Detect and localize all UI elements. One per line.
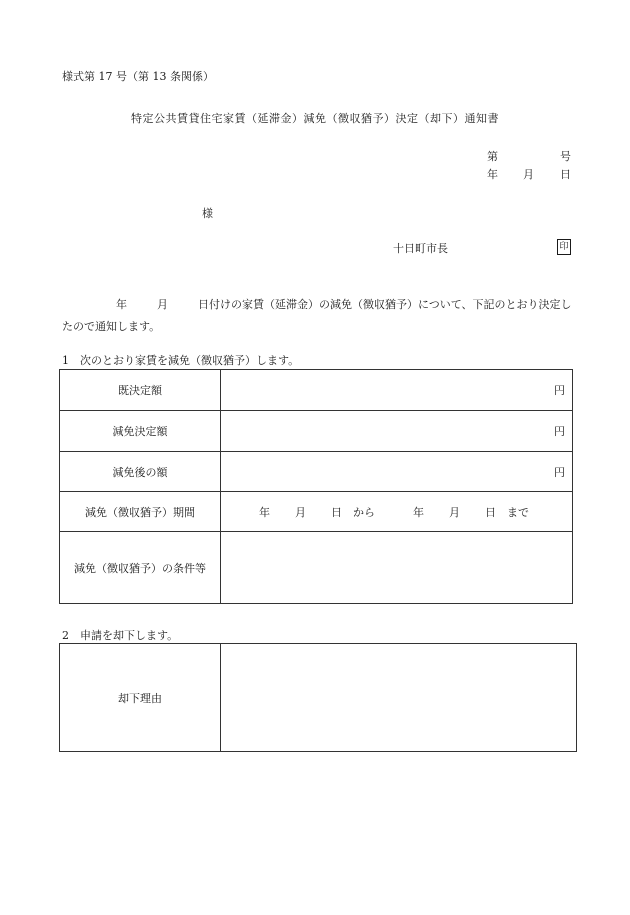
table-row	[60, 370, 573, 411]
period-end-month: 月	[449, 505, 460, 519]
document-number-label: 第	[487, 150, 498, 163]
rejection-reason-value[interactable]	[221, 644, 577, 752]
period-start-day: 日	[331, 505, 342, 519]
rejection-reason-label: 却下理由	[60, 644, 221, 752]
row-value-unit[interactable]: 円	[221, 370, 573, 411]
table-row	[60, 532, 573, 604]
conditions-label: 減免（徴収猶予）の条件等	[60, 532, 221, 604]
section2-heading: 2 申請を却下します。	[62, 629, 179, 642]
table-row	[60, 644, 577, 752]
table-row	[60, 411, 573, 452]
period-start-year: 年	[259, 505, 270, 519]
body-text: 日付けの家賃（延滞金）の減免（徴収猶予）について、下記のとおり決定したので通知します。	[62, 298, 572, 333]
seal-stamp: 印	[557, 239, 571, 255]
period-start-month: 月	[295, 505, 306, 519]
date-year: 年	[487, 168, 498, 181]
row-value-unit[interactable]: 円	[221, 452, 573, 492]
document-number-unit: 号	[560, 150, 571, 163]
rejection-table	[59, 643, 577, 752]
row-label: 減免決定額	[60, 411, 221, 452]
section1-heading: 1 次のとおり家賃を減免（徴収猶予）します。	[62, 354, 300, 367]
issuer-name: 十日町市長	[393, 242, 448, 255]
period-from: から	[353, 505, 375, 519]
body-paragraph	[62, 294, 582, 338]
reduction-table	[59, 369, 573, 604]
period-value[interactable]	[221, 492, 573, 532]
period-label: 減免（徴収猶予）期間	[60, 492, 221, 532]
recipient-suffix: 様	[202, 207, 213, 220]
period-end-year: 年	[413, 505, 424, 519]
table-row	[60, 492, 573, 532]
date-day: 日	[560, 168, 571, 181]
conditions-value[interactable]	[221, 532, 573, 604]
document-title: 特定公共賃貸住宅家賃（延滞金）減免（徴収猶予）決定（却下）通知書	[131, 112, 499, 125]
table-row	[60, 452, 573, 492]
row-label: 減免後の額	[60, 452, 221, 492]
date-month: 月	[523, 168, 534, 181]
row-value-unit[interactable]: 円	[221, 411, 573, 452]
form-number: 様式第 17 号（第 13 条関係）	[62, 70, 214, 83]
period-to: まで	[507, 505, 529, 519]
body-month: 月	[157, 298, 168, 311]
row-label: 既決定額	[60, 370, 221, 411]
body-year: 年	[116, 298, 127, 311]
period-end-day: 日	[485, 505, 496, 519]
